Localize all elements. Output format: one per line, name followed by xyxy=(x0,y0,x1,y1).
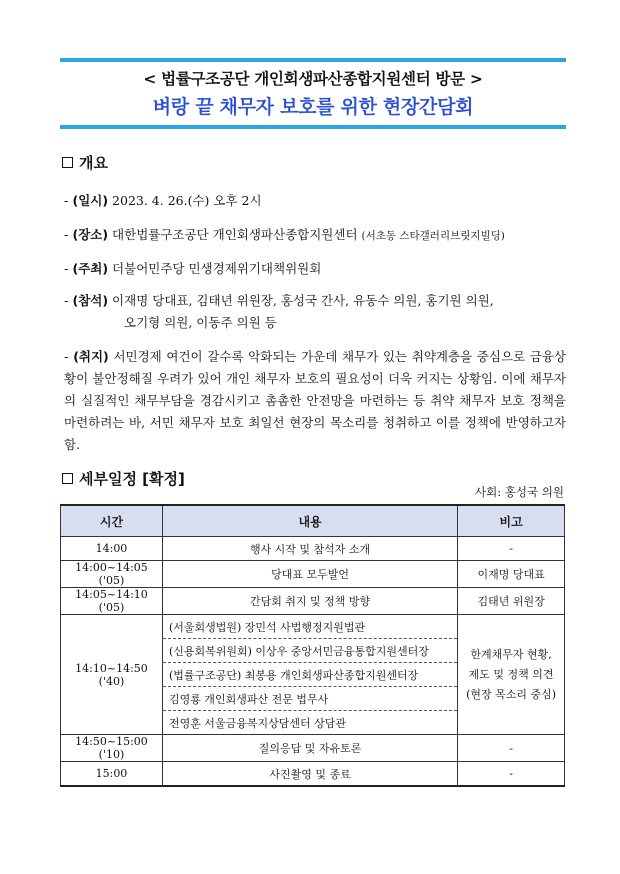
section-schedule-heading xyxy=(62,468,185,489)
table-row xyxy=(61,735,565,762)
cell-content: 당대표 모두발언 xyxy=(162,561,457,588)
cell-time: 15:00 xyxy=(61,762,163,787)
cell-time: 14:10~14:50 ('40) xyxy=(61,615,163,735)
section-title: 세부일정 [확정] xyxy=(79,470,185,488)
cell-note: - xyxy=(458,735,565,762)
overview-item-host: - (주최) 더불어민주당 민생경제위기대책위원회 xyxy=(64,261,322,276)
item-text-continued: 오기형 의원, 이동주 의원 등 xyxy=(124,315,277,330)
item-label: (장소) xyxy=(72,227,109,242)
item-label: (일시) xyxy=(72,193,109,208)
cell-time: 14:05~14:10 ('05) xyxy=(61,588,163,615)
speaker-list xyxy=(163,615,457,734)
overview-item-purpose: - (취지) 서민경제 여건이 갈수록 악화되는 가운데 채무가 있는 취약계층을 중심으로 금융상황이 불안정해질 우려가 있어 개인 채무자 보호의 필요성이 더욱 커지는 상황임. 이에 채무자의 실질적인 채무부담을 경감시키고 촘촘한 안전망을 마련하는 등 취약 채무자 보호 정책을 마련하려는 바, 서민 채무자 보호 최일선 현장의 목소리를 청취하고 이를 정책에 반영하고자 함. xyxy=(64,349,567,452)
item-note: (서초동 스타갤러리브릿지빌딩) xyxy=(361,230,505,242)
note-line: 한계채무자 현황, xyxy=(470,647,552,661)
cell-note: - xyxy=(458,762,565,787)
speaker-item: (서울회생법원) 장민석 사법행정지원법관 xyxy=(163,615,457,639)
item-label: (주최) xyxy=(72,261,109,276)
schedule-table xyxy=(60,504,565,787)
table-row xyxy=(61,762,565,787)
cell-content: 간담회 취지 및 정책 방향 xyxy=(162,588,457,615)
header-bottom-rule xyxy=(60,125,566,129)
speaker-item: 전영훈 서울금융복지상담센터 상담관 xyxy=(168,716,346,730)
column-header-time: 시간 xyxy=(61,505,163,537)
overview-item-date: - (일시) 2023. 4. 26.(수) 오후 2시 xyxy=(64,193,262,208)
header-title: 벼랑 끝 채무자 보호를 위한 현장간담회 xyxy=(152,96,474,118)
cell-content: 질의응답 및 자유토론 xyxy=(162,735,457,762)
cell-time: 14:50~15:00 ('10) xyxy=(61,735,163,762)
section-overview-heading xyxy=(62,152,108,173)
table-row xyxy=(61,537,565,561)
section-title: 개요 xyxy=(79,154,108,172)
cell-speakers xyxy=(162,615,457,735)
item-text: 이재명 당대표, 김태년 위원장, 홍성국 간사, 유동수 의원, 홍기원 의원, xyxy=(112,293,494,308)
item-text: 더불어민주당 민생경제위기대책위원회 xyxy=(112,261,322,276)
speaker-item: 김영룡 개인회생파산 전문 법무사 xyxy=(163,687,457,711)
checkbox-square-icon xyxy=(62,157,73,168)
cell-time: 14:00~14:05 ('05) xyxy=(61,561,163,588)
item-text: 2023. 4. 26.(수) 오후 2시 xyxy=(112,193,262,208)
table-row-discussion xyxy=(61,615,565,735)
cell-content: 사진촬영 및 종료 xyxy=(162,762,457,787)
header-top-rule xyxy=(60,58,566,62)
table-row xyxy=(61,588,565,615)
cell-note xyxy=(458,615,565,735)
cell-time: 14:00 xyxy=(61,537,163,561)
cell-content: 행사 시작 및 참석자 소개 xyxy=(162,537,457,561)
note-line: (현장 목소리 중심) xyxy=(466,687,557,701)
item-label: (참석) xyxy=(72,293,109,308)
cell-note: 이재명 당대표 xyxy=(458,561,565,588)
table-row xyxy=(61,561,565,588)
cell-note: 김태년 위원장 xyxy=(458,588,565,615)
header-subtitle: < 법률구조공단 개인회생파산종합지원센터 방문 > xyxy=(143,70,483,88)
moderator-note: 사회: 홍성국 의원 xyxy=(475,485,564,499)
checkbox-square-icon xyxy=(62,473,73,484)
cell-note: - xyxy=(458,537,565,561)
item-text: 서민경제 여건이 갈수록 악화되는 가운데 채무가 있는 취약계층을 중심으로 금융상황이 불안정해질 우려가 있어 개인 채무자 보호의 필요성이 더욱 커지는 상황임. 이에 채무자의 실질적인 채무부담을 경감시키고 촘촘한 안전망을 마련하는 등 취약 채무자 보호 정책을 마련하려는 바, 서민 채무자 보호 최일선 현장의 목소리를 청취하고 이를 정책에 반영하고자 함. xyxy=(64,349,567,452)
note-line: 제도 및 정책 의견 xyxy=(468,667,554,681)
speaker-item: (법률구조공단) 최봉용 개인회생파산종합지원센터장 xyxy=(163,663,457,687)
speaker-item: (신용회복위원회) 이상우 중앙서민금융통합지원센터장 xyxy=(163,639,457,663)
table-header-row xyxy=(61,505,565,537)
column-header-note: 비고 xyxy=(458,505,565,537)
column-header-content: 내용 xyxy=(162,505,457,537)
overview-item-attendees: - (참석) 이재명 당대표, 김태년 위원장, 홍성국 간사, 유동수 의원, 홍기원 의원, 오기형 의원, 이동주 의원 등 xyxy=(64,290,564,334)
item-text: 대한법률구조공단 개인회생파산종합지원센터 xyxy=(112,227,358,242)
item-label: (취지) xyxy=(73,349,109,364)
overview-item-place: - (장소) 대한법률구조공단 개인회생파산종합지원센터 (서초동 스타갤러리브릿지빌딩) xyxy=(64,227,505,242)
